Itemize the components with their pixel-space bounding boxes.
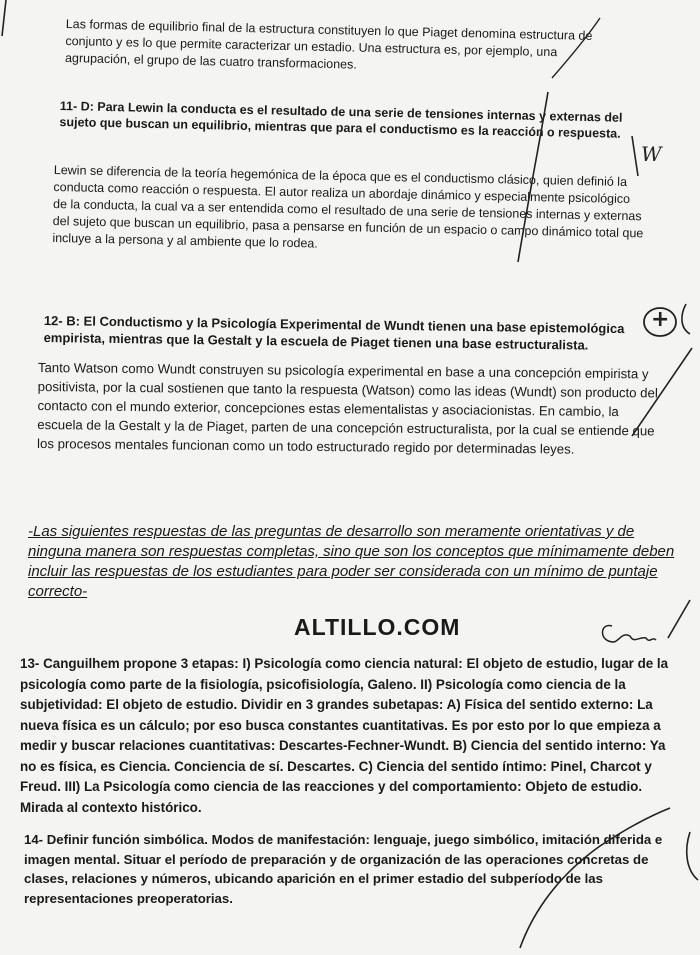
question-12-heading: 12- B: El Conductismo y la Psicología Experimental de Wundt tienen una base epistemológica empirista, mientras que la Gestalt y la escuela de Piaget tienen una base estructuralista.	[43, 312, 625, 353]
check-stroke-mark	[552, 18, 600, 78]
altillo-watermark: ALTILLO.COM	[294, 614, 461, 640]
question-13-answer: 13- Canguilhem propone 3 etapas: I) Psicología como ciencia natural: El objeto de estudio, lugar de la psicología como parte de la fisiología, psicofisiología, Galeno. II) Psicología como ciencia de la subjetividad: El objeto de estudio. Dividir en 3 grandes subetapas: A) Física del sentido externo: La nueva física es un cálculo; por eso busca constantes cuantitativas. Es por esto por lo que empieza a medir y buscar relaciones cuantitativas: Descartes-Fechner-Wundt. B) Ciencia del sentido interno: Ya no es física, es Ciencia. Conciencia de sí. Descartes. C) Ciencia del sentido íntimo: Pinel, Charcot y Freud. III) La Psicología como ciencia de las reacciones y del comportamiento: Objeto de estudio. Mirada al contexto histórico.	[20, 656, 669, 815]
question-12-answer: Tanto Watson como Wundt construyen su psicología experimental en base a una concepción empirista y positivista, por la cual sostienen que tanto la respuesta (Watson) como las ideas (Wundt) son producto del contacto con el mundo exterior, concepciones estas elementalistas y asociacionistas. En cambio, la escuela de la Gestalt y la de Piaget, parten de una concepción estructuralista, por la cual se entiende que los procesos mentales funcionan como un todo estructurado regido por determinadas leyes.	[37, 359, 658, 457]
question-14-answer: 14- Definir función simbólica. Modos de manifestación: lenguaje, juego simbólico, imitación diferida e imagen mental. Situar el período de preparación y de organización de las operaciones concretas de clases, relaciones y números, ubicando aparición en el primer estadio del subperíodo de las representaciones preoperatorias.	[24, 832, 663, 906]
intro-paragraph: Las formas de equilibrio final de la estructura constituyen lo que Piaget denomina estructura de conjunto y es lo que permite caracterizar un estadio. Una estructura es, por ejemplo, una agrupación, el grupo de las cuatro transformaciones.	[64, 16, 593, 72]
edge-curve-mark	[682, 304, 690, 334]
question-11-answer: Lewin se diferencia de la teoría hegemónica de la época que es el conductismo clásico, quien definió la conducta como reacción o respuesta. El autor realiza un abordaje dinámico y especialmente psicológico de la conducta, la cual va a ser entendida como el resultado de una serie de tensiones internas y externas del sujeto que buscan un equilibrio, pasa a pensarse en función de un espacio o campo dinámico total que incluye a la persona y al ambiente que lo rodea.	[52, 162, 644, 251]
scribble-mark	[603, 625, 657, 642]
check-stroke-mark	[520, 808, 670, 948]
edge-curve-mark	[687, 832, 698, 880]
check-stroke-mark	[518, 92, 548, 262]
circled-plus-mark: +	[651, 307, 670, 332]
question-11-heading: 11- D: Para Lewin la conducta es el resultado de una serie de tensiones internas y externas del sujeto que buscan un equilibrio, mientras que para el conductismo es la reacción o respuesta.	[59, 98, 623, 141]
check-stroke-mark	[668, 600, 690, 638]
check-stroke-mark	[632, 348, 692, 436]
margin-w-mark: W	[641, 142, 662, 166]
edge-stroke-mark	[2, 0, 6, 36]
margin-box-mark	[632, 136, 638, 176]
development-answers-note: -Las siguientes respuestas de las preguntas de desarrollo son meramente orientativas y de ninguna manera son respuestas completas, sino que son los conceptos que mínimamente deben incluir las respuestas de los estudiantes para poder ser considerada con un mínimo de puntaje correcto-	[28, 523, 675, 600]
